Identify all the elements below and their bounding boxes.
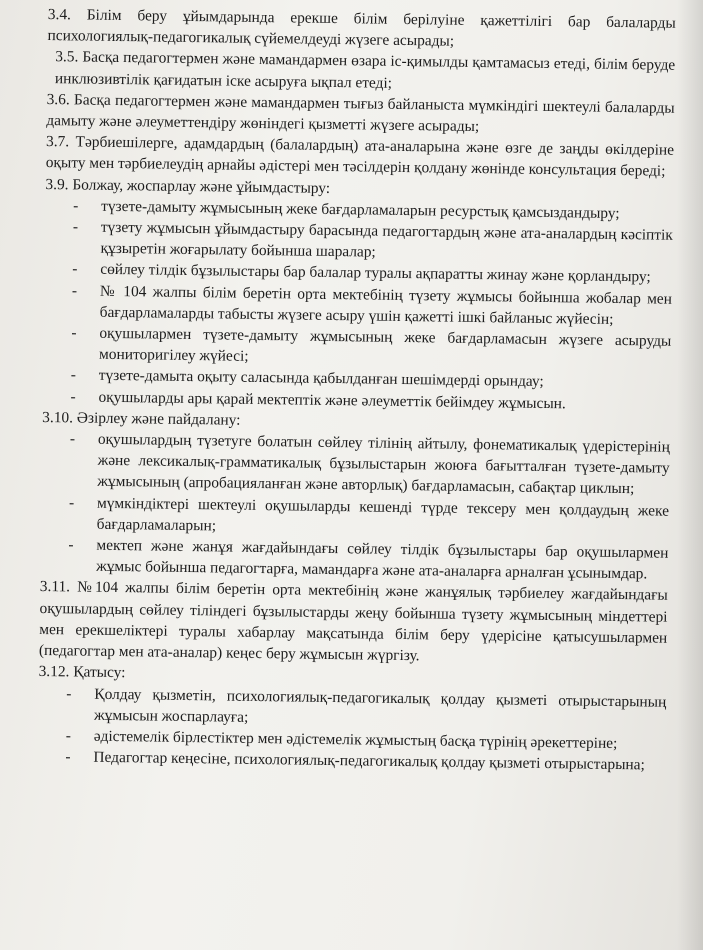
list-item-text: оқушылардың түзетуге болатын сөйлеу тілінің айтылу, фонематикалық үдерістерінің және лексикалық-грамматикалық бұзылыстарын жоюға бағытталған түзете-дамыту жұмысының (апробацияланған және авторлық) бағдарламасын, сабақтар циклын; xyxy=(97,430,670,498)
paragraph-3-4: 3.4. Білім беру ұйымдарында ерекше білім берілуіне қажеттілігі бар балаларды психологиялық-педагогикалық сүйемелдеуді жүзеге асырады; xyxy=(47,5,676,50)
dash-bullet: - xyxy=(65,748,71,766)
list-item xyxy=(40,534,669,585)
paragraph-3-12: 3.12. Қатысу: xyxy=(38,663,126,682)
paragraph-3-10: 3.10. Әзірлеу және пайдалану: xyxy=(42,408,241,429)
list-3-10 xyxy=(40,428,670,585)
list-item-text: түзете-дамыта оқыту саласында қабылданған шешімдерді орындау; xyxy=(98,367,544,391)
paragraph-3-6: 3.6. Басқа педагогтермен және мамандармен тығыз байланыста мүмкіндігі шектеулі балаларды дамыту және әлеуметтендіру жөніндегі қызметті жүзеге асырады; xyxy=(46,90,675,136)
dash-bullet: - xyxy=(66,684,72,702)
page-edge-shadow xyxy=(677,0,703,950)
dash-bullet: - xyxy=(69,430,76,448)
dash-bullet: - xyxy=(73,197,79,215)
paragraph-3-11: 3.11. №104 жалпы білім беретін орта мектебінің және жанұялық тәрбиелеу жағдайындағы оқушылардың сөйлеу тіліндегі бұзылыстарды жеңу бойынша түзету жұмысының міндеттері мен ерекшеліктері туралы хабарлау мақсатында білім беру үдерісіне қатысушылармен (педагогтар мен ата-аналар) кеңес беру жұмысын жүргізу. xyxy=(38,578,668,665)
dash-bullet: - xyxy=(71,324,77,342)
list-item-text: оқушылармен түзете-дамыту жұмысының жеке бағдарламасын жүзеге асыруды мониторигілеу жүйесі; xyxy=(98,324,672,366)
list-item-text: оқушыларды ары қарай мектептік және әлеуметтік бейімдеу жұмысын. xyxy=(98,388,566,412)
paragraph-3-5: 3.5. Басқа педагогтермен және мамандармен өзара іс-қимылды қамтамасыз етеді, білім беруде инклюзивтілік қағидатын іске асыруға ықпал етеді; xyxy=(54,48,676,92)
list-item-text: мектеп және жанұя жағдайындағы сөйлеу тілдік бұзылыстары бар оқушылармен жұмыс бойынша педагогтарға, мамандарға және ата-аналарға арналған ұсынымдар. xyxy=(96,536,669,583)
list-3-9 xyxy=(42,195,673,416)
dash-bullet: - xyxy=(68,494,75,512)
dash-bullet: - xyxy=(70,388,76,406)
list-3-12 xyxy=(37,682,666,776)
list-item-text: сөйлеу тілдік бұзылыстары бар балалар туралы ақпаратты жинау және қорландыру; xyxy=(100,261,651,286)
paragraph-3-7: 3.7. Тәрбиешілерге, адамдардың (балалардың) ата-аналарына және өзге де заңды өкілдеріне оқыту мен тәрбиелеудің арнайы әдістері мен тәсілдерін қолдану жөнінде консультация береді; xyxy=(45,133,675,181)
list-item-text: мүмкіндіктері шектеулі оқушыларды кешенді түрде тексеру мен қолдаудың жеке бағдарламаларын; xyxy=(96,494,670,535)
dash-bullet: - xyxy=(70,366,77,384)
dash-bullet: - xyxy=(68,536,74,554)
dash-bullet: - xyxy=(72,260,78,278)
list-item xyxy=(41,428,670,500)
list-item-text: түзету жұмысын ұйымдастыру барасында педагогтардың және ата-аналардың кәсіптік құзыретін жоғарылату бойынша шаралар; xyxy=(100,218,673,261)
list-item-text: № 104 жалпы білім беретін орта мектебінің түзету жұмысы бойынша жобалар мен бағдарламаларды табысты жүзеге асыру үшін қажетті ішкі байланыс жүйесін; xyxy=(99,282,673,328)
document-body xyxy=(37,4,676,776)
paragraph-3-9: 3.9. Болжау, жоспарлау және ұйымдастыру: xyxy=(45,175,331,197)
dash-bullet: - xyxy=(65,727,72,745)
list-item-text: әдістемелік бірлестіктер мен әдістемелік жұмыстың басқа түрінің әрекеттеріне; xyxy=(93,727,618,752)
list-item-text: Қолдау қызметін, психологиялық-педагогикалық қолдау қызметі отырыстарының жұмысын жоспарлауға; xyxy=(93,685,667,726)
dash-bullet: - xyxy=(72,218,79,236)
list-item-text: түзете-дамыту жұмысының жеке бағдарламаларын ресурстық қамсыздандыру; xyxy=(101,197,620,222)
dash-bullet: - xyxy=(71,282,78,300)
list-item-text: Педагогтар кеңесіне, психологиялық-педагогикалық қолдау қызметі отырыстарына; xyxy=(93,748,645,774)
